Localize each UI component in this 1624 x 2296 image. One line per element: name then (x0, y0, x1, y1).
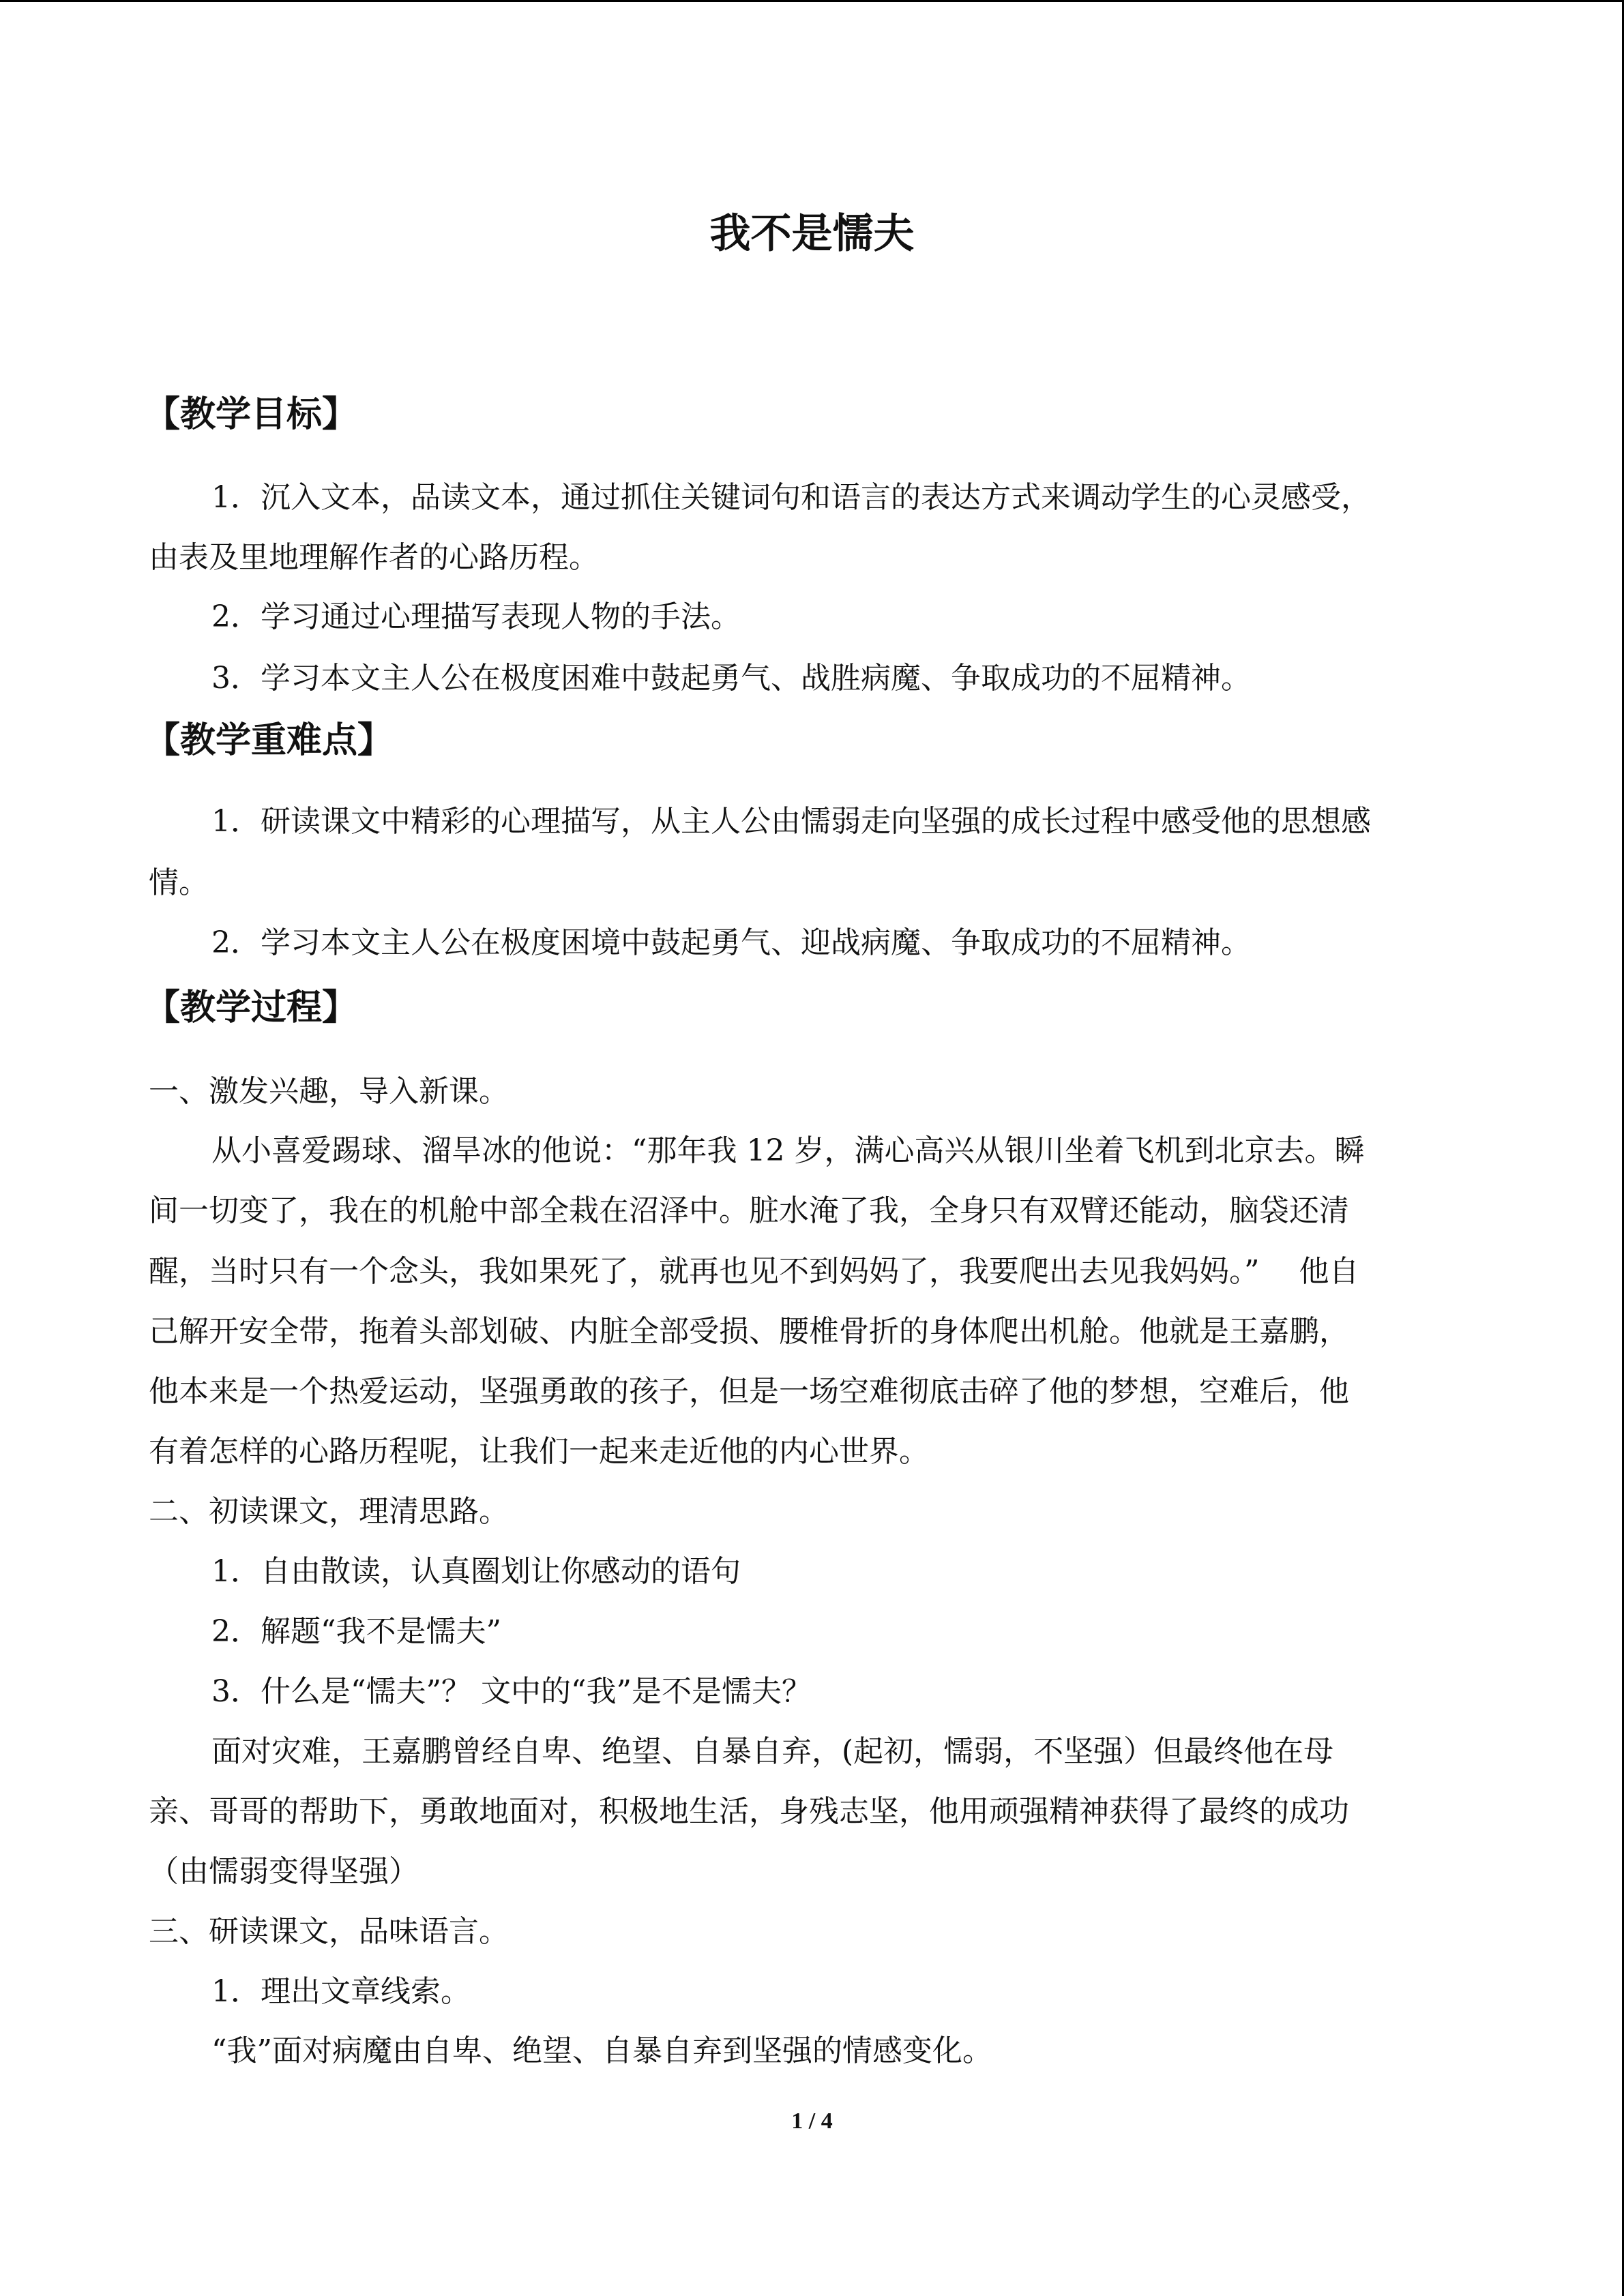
process-line-13: 亲、哥哥的帮助下，勇敢地面对，积极地生活，身残志坚，他用顽强精神获得了最终的成功 (149, 1794, 1349, 1829)
process-line-14: （由懦弱变得坚强） (149, 1854, 419, 1889)
goals-line-1: 1．沉入文本，品读文本，通过抓住关键词句和语言的表达方式来调动学生的心灵感受， (211, 480, 1371, 515)
process-line-11: 3．什么是“懦夫”？ 文中的“我”是不是懦夫？ (211, 1674, 812, 1709)
page-number: 1 / 4 (791, 2108, 833, 2134)
process-line-1: 一、激发兴趣，导入新课。 (149, 1074, 509, 1109)
process-line-15: 三、研读课文，品味语言。 (149, 1914, 509, 1949)
section-heading-key-points: 【教学重难点】 (145, 720, 394, 761)
process-line-4: 醒，当时只有一个念头，我如果死了，就再也见不到妈妈了，我要爬出去见我妈妈。” 他自 (149, 1254, 1359, 1289)
goals-line-3: 2．学习通过心理描写表现人物的手法。 (211, 599, 741, 634)
process-line-10: 2．解题“我不是懦夫” (211, 1614, 501, 1649)
process-line-17: “我”面对病魔由自卑、绝望、自暴自弃到坚强的情感变化。 (211, 2033, 992, 2068)
process-line-6: 他本来是一个热爱运动，坚强勇敢的孩子，但是一场空难彻底击碎了他的梦想，空难后，他 (149, 1374, 1349, 1409)
process-line-3: 间一切变了，我在的机舱中部全栽在沼泽中。脏水淹了我，全身只有双臂还能动，脑袋还清 (149, 1193, 1349, 1228)
key-points-line-1: 1．研读课文中精彩的心理描写，从主人公由懦弱走向坚强的成长过程中感受他的思想感 (211, 804, 1371, 839)
process-line-8: 二、初读课文，理清思路。 (149, 1494, 509, 1529)
process-line-5: 己解开安全带，拖着头部划破、内脏全部受损、腰椎骨折的身体爬出机舱。他就是王嘉鹏， (149, 1314, 1349, 1349)
document-title: 我不是懦夫 (709, 210, 915, 258)
process-line-12: 面对灾难，王嘉鹏曾经自卑、绝望、自暴自弃，(起初，懦弱，不坚强）但最终他在母 (211, 1734, 1334, 1769)
process-line-2: 从小喜爱踢球、溜旱冰的他说：“那年我 12 岁，满心高兴从银川坐着飞机到北京去。瞬 (211, 1133, 1365, 1168)
key-points-line-3: 2．学习本文主人公在极度困境中鼓起勇气、迎战病魔、争取成功的不屈精神。 (211, 925, 1251, 960)
process-line-9: 1．自由散读，认真圈划让你感动的语句 (211, 1554, 741, 1589)
process-line-7: 有着怎样的心路历程呢，让我们一起来走近他的内心世界。 (149, 1434, 929, 1469)
goals-line-2: 由表及里地理解作者的心路历程。 (149, 540, 599, 575)
key-points-line-2: 情。 (149, 865, 209, 900)
process-line-16: 1．理出文章线索。 (211, 1974, 471, 2009)
goals-line-4: 3．学习本文主人公在极度困难中鼓起勇气、战胜病魔、争取成功的不屈精神。 (211, 661, 1251, 696)
section-heading-goals: 【教学目标】 (145, 394, 358, 435)
section-heading-process: 【教学过程】 (145, 987, 358, 1028)
